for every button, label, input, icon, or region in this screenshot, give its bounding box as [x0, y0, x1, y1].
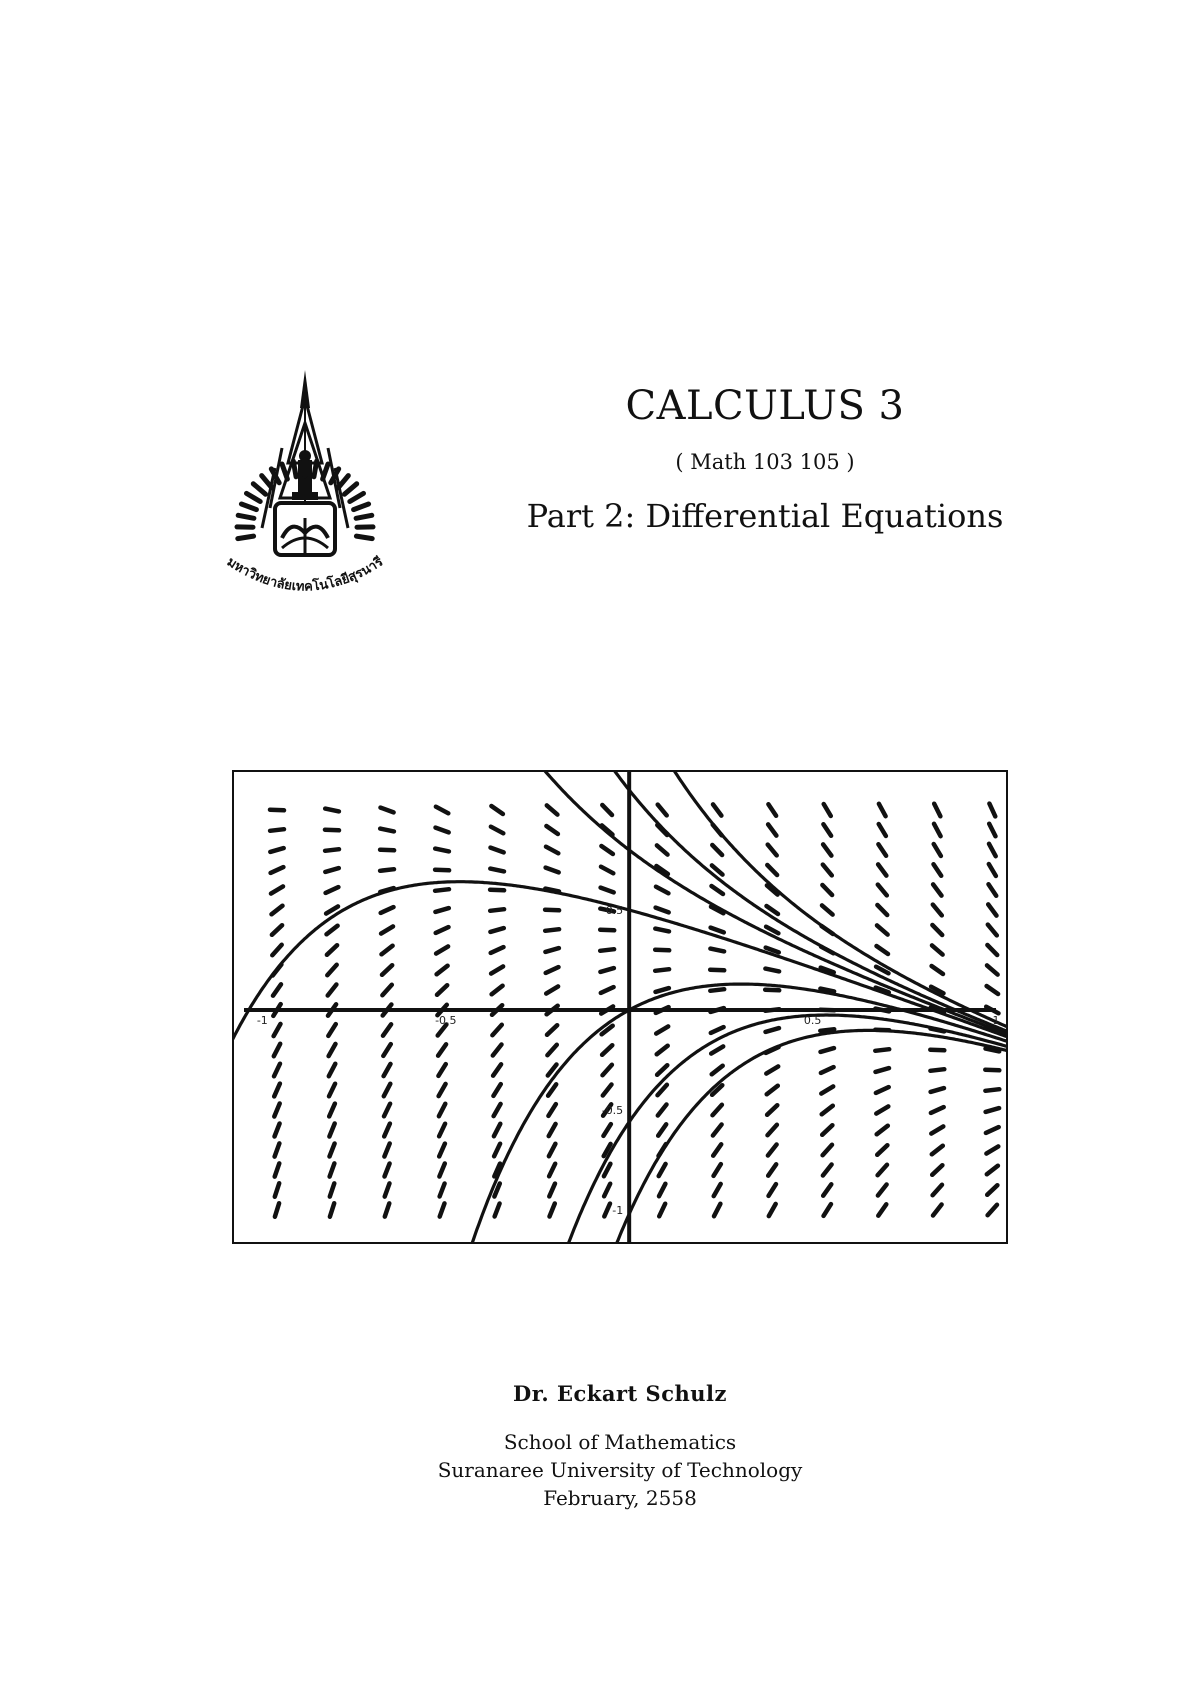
slope-mark	[767, 1086, 778, 1095]
slope-mark	[714, 1184, 721, 1196]
slope-mark	[713, 804, 721, 815]
logo-text: มหาวิทยาลัยเทคโนโลยีสุรนารี	[223, 554, 387, 595]
slope-mark	[655, 950, 669, 951]
slope-mark	[493, 1045, 502, 1056]
slope-mark	[329, 1124, 334, 1137]
slope-mark	[986, 1108, 1000, 1112]
slope-mark	[876, 1106, 888, 1113]
slope-mark	[658, 1124, 666, 1135]
x-tick-label: 0.5	[803, 1014, 822, 1027]
slope-mark	[495, 1204, 500, 1217]
slope-mark	[491, 947, 504, 953]
slope-mark	[657, 845, 668, 854]
slope-mark	[436, 946, 448, 953]
slope-mark	[655, 929, 669, 932]
slope-mark	[600, 949, 614, 951]
slope-mark	[931, 1126, 943, 1133]
slope-mark	[711, 1046, 723, 1053]
slope-mark	[384, 1104, 390, 1117]
slope-mark	[384, 1084, 391, 1096]
slope-mark	[327, 965, 336, 975]
slope-mark	[878, 1204, 886, 1215]
direction-field-chart	[234, 772, 1006, 1242]
slope-mark	[823, 1184, 831, 1195]
slope-mark	[989, 824, 995, 837]
slope-mark	[490, 928, 503, 932]
slope-mark	[490, 909, 504, 911]
slope-mark	[767, 865, 777, 875]
slope-mark	[710, 989, 724, 991]
slope-mark	[988, 925, 997, 936]
slope-mark	[438, 1044, 446, 1055]
slope-mark	[601, 987, 614, 993]
slope-mark	[985, 1070, 999, 1071]
slope-mark	[878, 885, 887, 896]
slope-mark	[272, 906, 283, 915]
slope-mark	[545, 948, 559, 952]
slope-mark	[491, 806, 503, 814]
slope-mark	[547, 805, 558, 814]
slope-mark	[934, 804, 940, 817]
slope-mark	[436, 828, 449, 833]
slope-mark	[603, 1065, 612, 1075]
slope-mark	[548, 1104, 556, 1116]
slope-mark	[987, 945, 997, 955]
slope-mark	[490, 890, 504, 891]
slope-mark	[603, 1085, 612, 1096]
slope-mark	[714, 1164, 721, 1176]
slope-mark	[275, 1183, 279, 1196]
slope-mark	[600, 930, 614, 931]
slope-mark	[987, 965, 998, 974]
solution-curve	[591, 1030, 1006, 1242]
document-title: CALCULUS 3	[625, 383, 905, 429]
y-tick-label: -0.5	[601, 1104, 624, 1117]
slope-mark	[329, 1044, 336, 1056]
slope-mark	[710, 970, 724, 971]
slope-mark	[877, 1126, 888, 1135]
x-tick-label: -1	[256, 1014, 268, 1027]
slope-mark	[438, 1064, 445, 1076]
slope-mark	[713, 1144, 721, 1155]
slope-mark	[271, 867, 284, 873]
slope-mark	[987, 1166, 998, 1175]
slope-mark	[822, 1125, 832, 1135]
title-block	[500, 380, 1030, 536]
x-tick-label: -0.5	[435, 1014, 457, 1027]
slope-mark	[439, 1104, 445, 1116]
slope-mark	[546, 847, 558, 854]
slope-mark	[549, 1184, 555, 1197]
slope-mark	[930, 1069, 944, 1071]
slope-mark	[547, 1025, 557, 1035]
slope-mark	[820, 1029, 834, 1031]
slope-mark	[877, 925, 888, 934]
y-tick-label: -1	[612, 1204, 624, 1217]
slope-mark	[382, 965, 392, 975]
y-tick-label: 0.5	[605, 904, 624, 917]
slope-mark	[380, 850, 394, 851]
slope-mark	[985, 1089, 999, 1091]
slope-mark	[272, 945, 281, 955]
slope-mark	[933, 905, 942, 916]
slope-mark	[382, 946, 393, 955]
slope-mark	[274, 1064, 280, 1077]
slope-mark	[658, 1105, 667, 1116]
slope-mark	[765, 990, 779, 991]
slope-mark	[821, 1086, 833, 1093]
slope-mark	[437, 966, 448, 975]
slope-mark	[932, 925, 942, 935]
slope-mark	[878, 864, 886, 875]
slope-mark	[987, 986, 999, 994]
slope-mark	[768, 845, 777, 856]
direction-field-figure	[232, 770, 1008, 1244]
slope-mark	[769, 1184, 777, 1196]
slope-mark	[601, 888, 614, 893]
university-logo	[220, 368, 390, 613]
slope-mark	[330, 1183, 335, 1196]
slope-mark	[601, 846, 613, 854]
slope-mark	[877, 946, 889, 954]
slope-mark	[602, 1045, 612, 1055]
slope-mark	[490, 869, 504, 872]
slope-mark	[768, 1164, 776, 1175]
slope-mark	[768, 804, 776, 816]
slope-mark	[765, 969, 779, 972]
x-tick-label: 1	[992, 1014, 1000, 1027]
slope-mark	[989, 844, 996, 856]
slope-mark	[435, 908, 448, 912]
slope-mark	[931, 1088, 944, 1092]
slope-mark	[712, 1066, 723, 1075]
solution-curve	[449, 984, 1006, 1242]
slope-mark	[546, 868, 559, 873]
slope-mark	[439, 1084, 446, 1096]
slope-mark	[603, 1124, 611, 1136]
slope-mark	[325, 849, 339, 851]
university: Suranaree University of Technology	[437, 1458, 803, 1482]
slope-mark	[326, 887, 339, 893]
slope-mark	[877, 905, 887, 915]
slope-mark	[988, 1205, 997, 1215]
slope-mark	[934, 844, 941, 856]
slope-mark	[930, 1050, 944, 1051]
slope-mark	[325, 830, 339, 831]
slope-mark	[330, 1203, 334, 1216]
slope-mark	[932, 1146, 943, 1155]
slope-mark	[274, 1024, 281, 1036]
publication-date: February, 2558	[543, 1486, 697, 1510]
slope-mark	[385, 1183, 390, 1196]
slope-mark	[546, 986, 558, 993]
slope-mark	[494, 1104, 501, 1116]
slope-mark	[604, 1184, 610, 1197]
slope-mark	[656, 908, 669, 913]
slope-mark	[491, 966, 503, 973]
slope-mark	[328, 1024, 336, 1036]
slope-mark	[713, 1105, 722, 1115]
slope-mark	[712, 845, 722, 855]
slope-mark	[604, 1204, 610, 1217]
slope-mark	[659, 1204, 665, 1217]
slope-mark	[659, 1164, 666, 1176]
slope-mark	[325, 868, 339, 872]
slope-mark	[878, 1165, 887, 1175]
slope-mark	[657, 1046, 668, 1055]
slope-mark	[986, 1146, 998, 1153]
slope-mark	[987, 1185, 997, 1195]
slope-mark	[384, 1144, 389, 1157]
slope-mark	[656, 988, 669, 992]
slope-mark	[821, 1048, 835, 1052]
slope-mark	[270, 848, 283, 852]
slope-mark	[602, 805, 612, 815]
slope-mark	[550, 1204, 555, 1217]
slope-mark	[989, 884, 997, 896]
slope-mark	[876, 1068, 890, 1072]
university-emblem-icon	[220, 368, 390, 613]
slope-mark	[492, 986, 503, 995]
slope-mark	[767, 1105, 777, 1115]
slope-mark	[381, 907, 394, 913]
slope-mark	[766, 1028, 780, 1032]
slope-mark	[384, 1064, 391, 1076]
slope-mark	[494, 1144, 500, 1157]
slope-mark	[657, 1065, 667, 1075]
slope-mark	[325, 809, 339, 812]
slope-mark	[714, 1204, 720, 1216]
slope-mark	[439, 1144, 445, 1157]
slope-mark	[440, 1203, 445, 1216]
slope-mark	[988, 904, 996, 915]
slope-mark	[383, 1024, 391, 1035]
slope-mark	[601, 867, 613, 874]
slope-mark	[658, 805, 667, 816]
slope-mark	[330, 1163, 335, 1176]
slope-mark	[989, 804, 995, 817]
slope-mark	[549, 1144, 556, 1156]
slope-mark	[989, 864, 996, 876]
slope-mark	[439, 1124, 445, 1137]
author-block	[300, 1380, 940, 1512]
slope-mark	[380, 829, 394, 832]
slope-mark	[380, 869, 394, 871]
slope-mark	[655, 969, 669, 971]
slope-mark	[491, 848, 504, 853]
slope-mark	[822, 905, 833, 914]
slope-mark	[327, 945, 337, 955]
slope-mark	[385, 1203, 390, 1216]
slope-mark	[823, 865, 832, 876]
slope-mark	[440, 1184, 445, 1197]
slope-mark	[931, 1107, 944, 1113]
slope-mark	[600, 968, 614, 972]
slope-mark	[604, 1164, 611, 1176]
slope-mark	[383, 1044, 391, 1056]
slope-mark	[274, 1044, 280, 1056]
slope-mark	[327, 926, 338, 935]
slope-mark	[769, 1204, 776, 1216]
slope-mark	[275, 1203, 279, 1216]
slope-mark	[933, 884, 941, 895]
slope-mark	[823, 1145, 832, 1155]
slope-mark	[824, 1204, 832, 1216]
slope-mark	[435, 870, 449, 871]
slope-mark	[656, 1026, 668, 1033]
slope-mark	[329, 1084, 335, 1097]
slope-mark	[823, 844, 831, 855]
course-code: ( Math 103 105 )	[675, 450, 855, 474]
slope-mark	[876, 1087, 889, 1093]
slope-mark	[545, 929, 559, 931]
slope-mark	[878, 844, 886, 856]
solution-curves	[234, 772, 1006, 1242]
slope-mark	[879, 804, 886, 816]
slope-mark	[436, 927, 449, 933]
slope-mark	[932, 1165, 942, 1175]
slope-mark	[271, 886, 283, 893]
slope-mark	[934, 824, 941, 836]
slope-mark	[493, 1084, 500, 1096]
slope-mark	[823, 824, 831, 836]
slope-mark	[547, 1045, 556, 1055]
slope-mark	[275, 1143, 280, 1156]
slope-mark	[659, 1184, 665, 1196]
slope-mark	[545, 910, 559, 911]
slope-mark	[712, 886, 724, 894]
slope-mark	[381, 926, 393, 933]
slope-mark	[385, 1164, 390, 1177]
slope-mark	[766, 1066, 778, 1073]
slope-mark	[435, 849, 449, 852]
slope-mark	[877, 1145, 887, 1155]
slope-mark	[436, 807, 448, 814]
slope-mark	[656, 887, 668, 894]
slope-mark	[328, 985, 337, 996]
slope-mark	[329, 1064, 336, 1076]
slope-mark	[330, 1144, 335, 1157]
slope-mark	[329, 1104, 335, 1117]
svg-text:มหาวิทยาลัยเทคโนโลยีสุรนารี	[224, 554, 386, 595]
slope-mark	[270, 810, 284, 811]
slope-mark	[932, 966, 943, 974]
slope-mark	[274, 1104, 279, 1117]
slope-mark	[435, 889, 449, 891]
slope-mark	[875, 1049, 889, 1051]
slope-mark	[823, 1165, 832, 1176]
slope-mark	[270, 829, 284, 831]
slope-mark	[493, 1064, 501, 1075]
slope-mark	[932, 945, 943, 954]
slope-mark	[275, 1163, 280, 1176]
slope-mark	[546, 967, 559, 973]
slope-mark	[273, 984, 281, 995]
slope-mark	[274, 1084, 280, 1097]
slope-mark	[382, 985, 391, 995]
slope-mark	[768, 1145, 777, 1156]
slope-mark	[381, 808, 394, 813]
slope-mark	[549, 1124, 556, 1136]
slope-mark	[272, 925, 282, 935]
slope-mark	[711, 928, 724, 933]
slope-mark	[821, 1067, 834, 1073]
slope-mark	[713, 1125, 722, 1136]
slope-mark	[933, 1185, 942, 1195]
slope-mark	[384, 1124, 390, 1137]
slope-mark	[711, 1027, 724, 1033]
slope-mark	[439, 1164, 444, 1177]
slope-mark	[824, 804, 831, 816]
slope-mark	[491, 827, 503, 834]
slope-mark	[986, 1127, 999, 1133]
slope-mark	[546, 826, 558, 834]
slope-mark	[934, 864, 942, 876]
slope-mark	[933, 1205, 942, 1216]
slope-mark	[710, 949, 724, 952]
slope-mark	[768, 1125, 777, 1135]
slope-mark	[822, 1106, 833, 1115]
department: School of Mathematics	[503, 1430, 737, 1454]
slope-mark	[492, 1025, 501, 1035]
slope-mark	[549, 1164, 555, 1177]
slope-mark	[879, 824, 886, 836]
document-subtitle: Part 2: Differential Equations	[526, 497, 1004, 535]
author-name: Dr. Eckart Schulz	[513, 1381, 727, 1406]
slope-mark	[494, 1124, 500, 1136]
slope-mark	[437, 985, 447, 995]
slope-mark	[878, 1185, 887, 1196]
slope-mark	[768, 824, 776, 835]
slope-mark	[822, 885, 832, 895]
slope-mark	[275, 1124, 280, 1137]
